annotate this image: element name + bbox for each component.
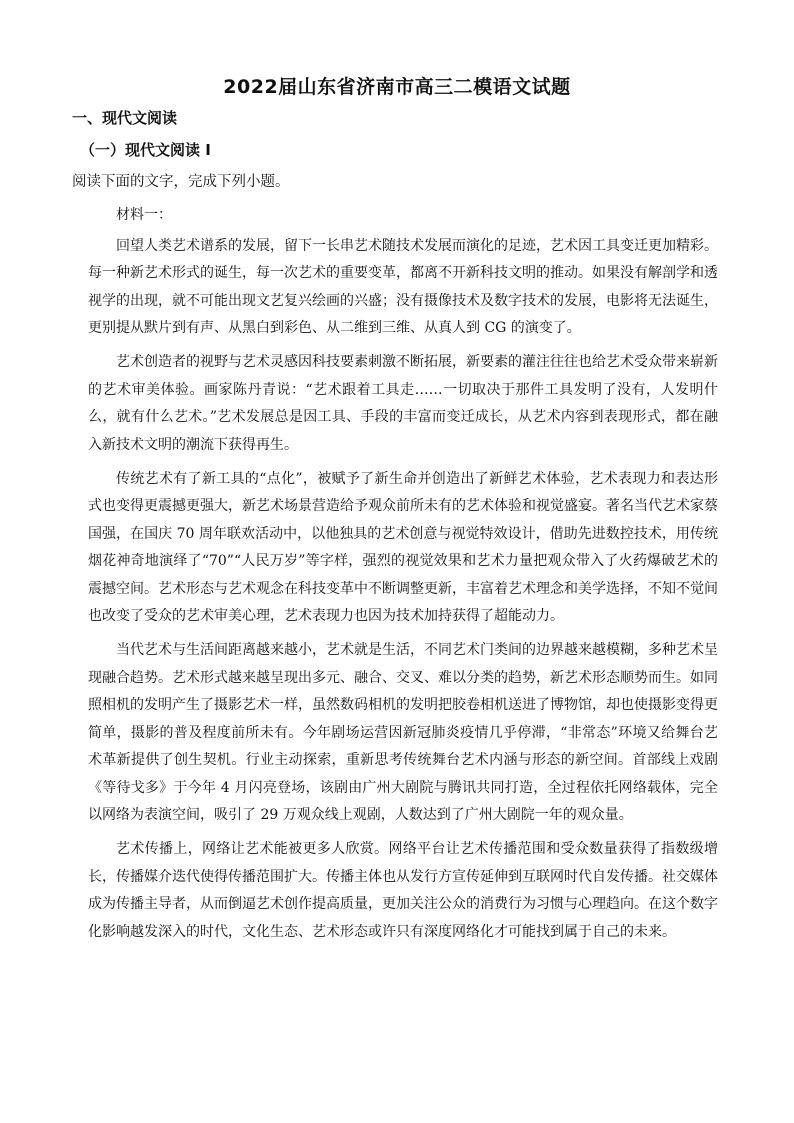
page-title: 2022届山东省济南市高三二模语文试题 bbox=[223, 76, 571, 98]
instruction-text: 阅读下面的文字，完成下列小题。 bbox=[72, 174, 290, 190]
paragraph: 传统艺术有了新工具的“点化”，被赋予了新生命并创造出了新鲜艺术体验，艺术表现力和表达形式也变得更震撼更强大，新艺术场景营造给予观众前所未有的艺术体验和视觉盛宴。著名当代艺术家蔡国强，在国庆 70 周年联欢活动中，以他独具的艺术创意与视觉特效设计，借助先进数控技术，用传统烟花神奇地演绎了“70”“人民万岁”等字样，强烈的视觉效果和艺术力量把观众带入了火药爆破艺术的震撼空间。艺术形态与艺术观念在科技变革中不断调整更新，丰富着艺术理念和美学选择，不知不觉间也改变了受众的艺术审美心理，艺术表现力也因为技术加持获得了超能动力。 bbox=[88, 470, 718, 624]
paragraph: 艺术传播上，网络让艺术能被更多人欣赏。网络平台让艺术传播范围和受众数量获得了指数级增长，传播媒介迭代使得传播范围扩大。传播主体也从发行方宣传延伸到互联网时代自发传播。社交媒体成为传播主导者，从而倒逼艺术创作提高质量，更加关注公众的消费行为习惯与心理趋向。在这个数字化影响越发深入的时代，文化生态、艺术形态或许只有深度网络化才可能找到属于自己的未来。 bbox=[88, 841, 718, 940]
subsection-heading: （一）现代文阅读 I bbox=[80, 141, 211, 159]
section-heading: 一、现代文阅读 bbox=[72, 109, 178, 127]
paragraph: 回望人类艺术谱系的发展，留下一长串艺术随技术发展而演化的足迹，艺术因工具变迁更加精彩。每一种新艺术形式的诞生，每一次艺术的重要变革，都离不开新科技文明的推动。如果没有解剖学和透视学的出现，就不可能出现文艺复兴绘画的兴盛；没有摄像技术及数字技术的发展，电影将无法诞生，更别提从默片到有声、从黑白到彩色、从二维到三维、从真人到 CG 的演变了。 bbox=[88, 237, 718, 336]
paragraph: 艺术创造者的视野与艺术灵感因科技要素刺激不断拓展，新要素的灌注往往也给艺术受众带来崭新的艺术审美体验。画家陈丹青说：“艺术跟着工具走……一切取决于那件工具发明了没有，人发明什么，就有什么艺术。”艺术发展总是因工具、手段的丰富而变迁成长，从艺术内容到表现形式，都在融入新技术文明的潮流下获得再生。 bbox=[88, 354, 718, 453]
material-label: 材料一： bbox=[116, 207, 172, 223]
paragraph: 当代艺术与生活间距离越来越小，艺术就是生活，不同艺术门类间的边界越来越模糊，多种艺术呈现融合趋势。艺术形式越来越呈现出多元、融合、交叉、难以分类的趋势，新艺术形态顺势而生。如同照相机的发明产生了摄影艺术一样，虽然数码相机的发明把胶卷相机送进了博物馆，却也使摄影变得更简单，摄影的普及程度前所未有。今年剧场运营因新冠肺炎疫情几乎停滞，“非常态”环境又给舞台艺术革新提供了创生契机。行业主动探索，重新思考传统舞台艺术内涵与形态的新空间。首部线上戏剧《等待戈多》于今年 4 月闪亮登场，该剧由广州大剧院与腾讯共同打造，全过程依托网络载体，完全以网络为表演空间，吸引了 29 万观众线上观剧，人数达到了广州大剧院一年的观众量。 bbox=[88, 642, 718, 823]
passage-body bbox=[88, 202, 718, 953]
